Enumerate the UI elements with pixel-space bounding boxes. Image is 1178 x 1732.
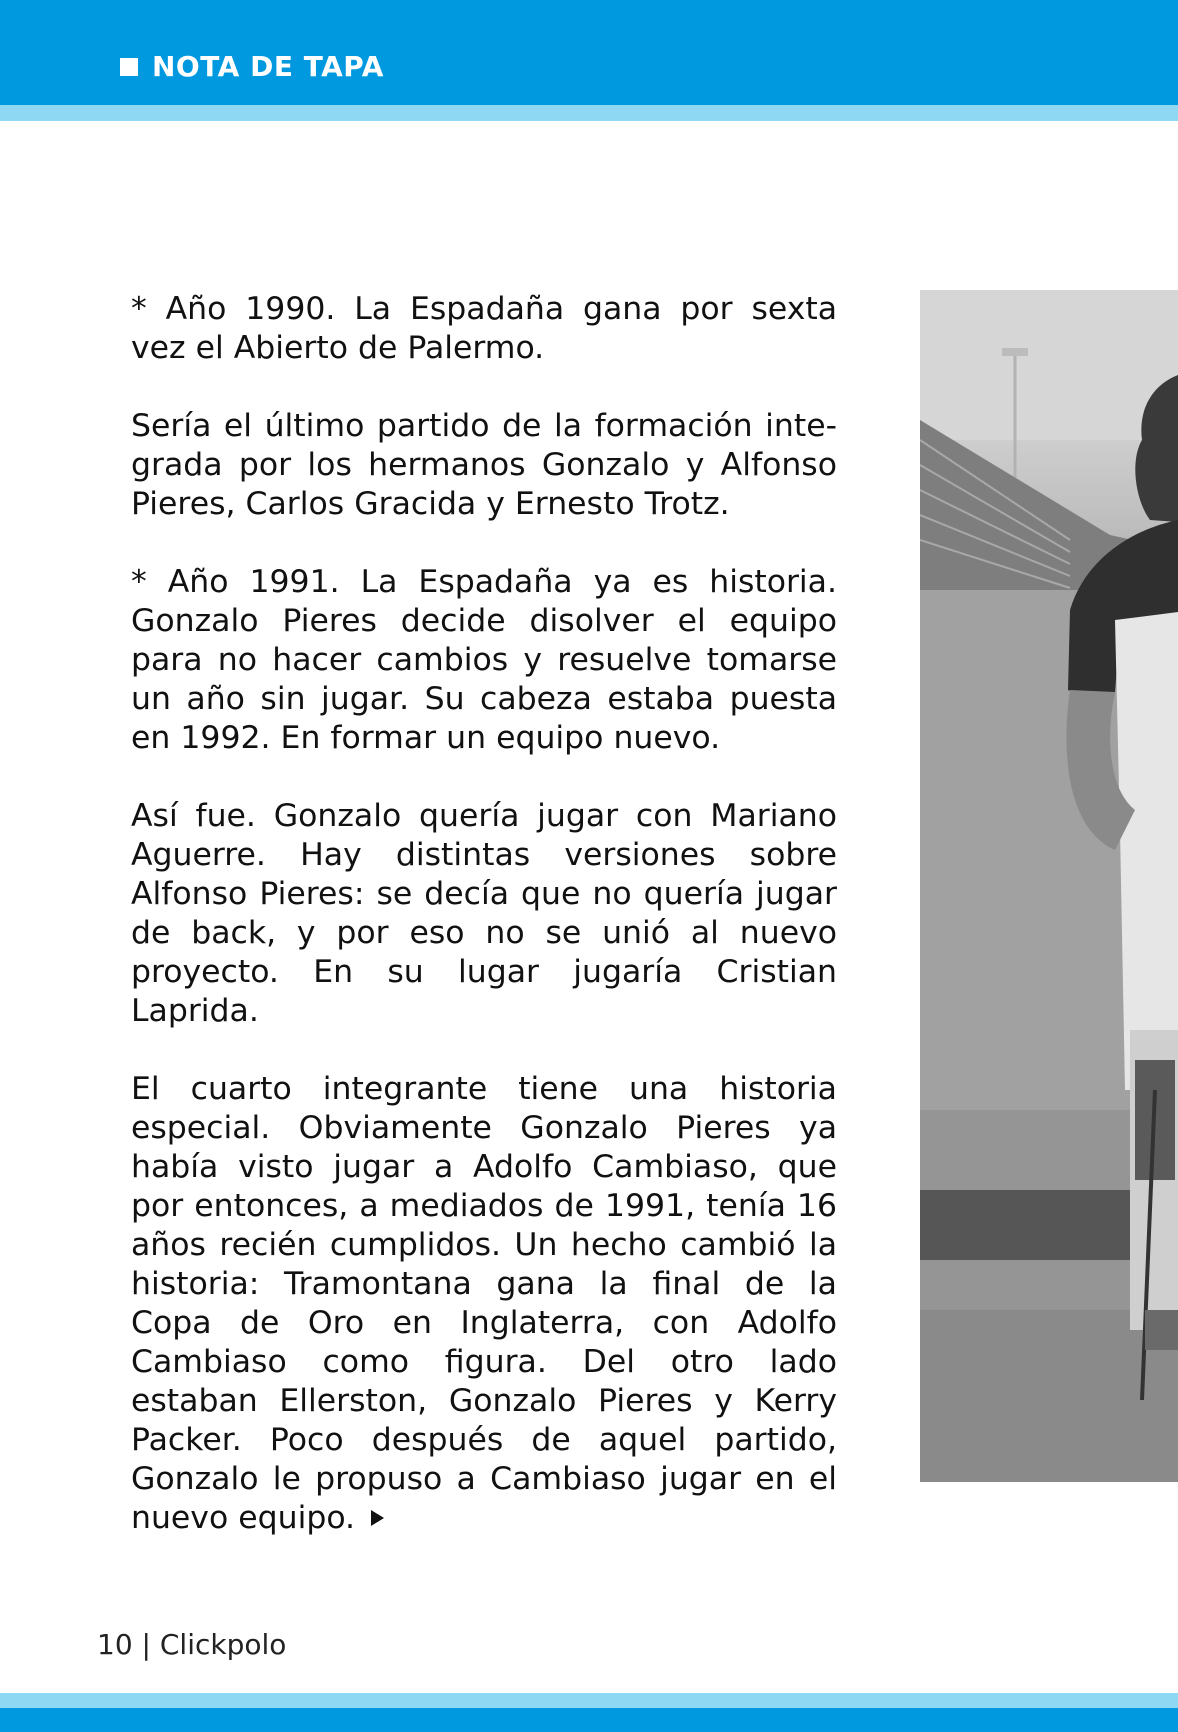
paragraph-text: Sería el último partido de la formación integrada por los hermanos Gonzalo y Alfonso Pieres, Carlos Gracida y Ernesto Trotz.: [131, 408, 837, 522]
page-footer-label: 10 | Clickpolo: [97, 1628, 287, 1661]
header-stripe: [0, 105, 1178, 121]
section-label: [120, 50, 384, 83]
article-paragraph: [131, 1070, 837, 1538]
footer-stripe: [0, 1693, 1178, 1708]
paragraph-text: * Año 1991. La Espadaña ya es historia. Gonzalo Pieres decide disolver el equipo para no hacer cambios y resuelve tomarse un año sin jugar. Su cabeza estaba puesta en 1992. En formar un equipo nuevo.: [131, 564, 837, 756]
section-title: NOTA DE TAPA: [152, 50, 384, 83]
footer-bar: [0, 1708, 1178, 1732]
article-paragraph: [131, 563, 837, 758]
triangle-right-icon: [371, 1510, 384, 1526]
article-paragraph: [131, 290, 837, 368]
square-icon: [120, 58, 138, 76]
article-paragraph: [131, 797, 837, 1031]
polo-player-photo: [920, 290, 1178, 1482]
article-paragraph: [131, 407, 837, 524]
paragraph-text: * Año 1990. La Espadaña gana por sexta vez el Abierto de Palermo.: [131, 291, 837, 366]
article-body: [131, 290, 837, 1538]
paragraph-text: Así fue. Gonzalo quería jugar con Mariano Aguerre. Hay distintas versiones sobre Alfonso Pieres: se decía que no quería jugar de back, y por eso no se unió al nuevo proyecto. En su lugar jugaría Cristian Laprida.: [131, 798, 837, 1029]
paragraph-text: El cuarto integrante tiene una historia especial. Obviamente Gonzalo Pieres ya había visto jugar a Adolfo Cambiaso, que por entonces, a mediados de 1991, tenía 16 años recién cumplidos. Un hecho cambió la historia: Tramontana gana la final de la Copa de Oro en Inglaterra, con Adolfo Cambiaso como figura. Del otro lado estaban Ellerston, Gonzalo Pieres y Kerry Packer. Poco después de aquel partido, Gonzalo le propuso a Cambiaso jugar en el nuevo equipo.: [131, 1071, 837, 1536]
